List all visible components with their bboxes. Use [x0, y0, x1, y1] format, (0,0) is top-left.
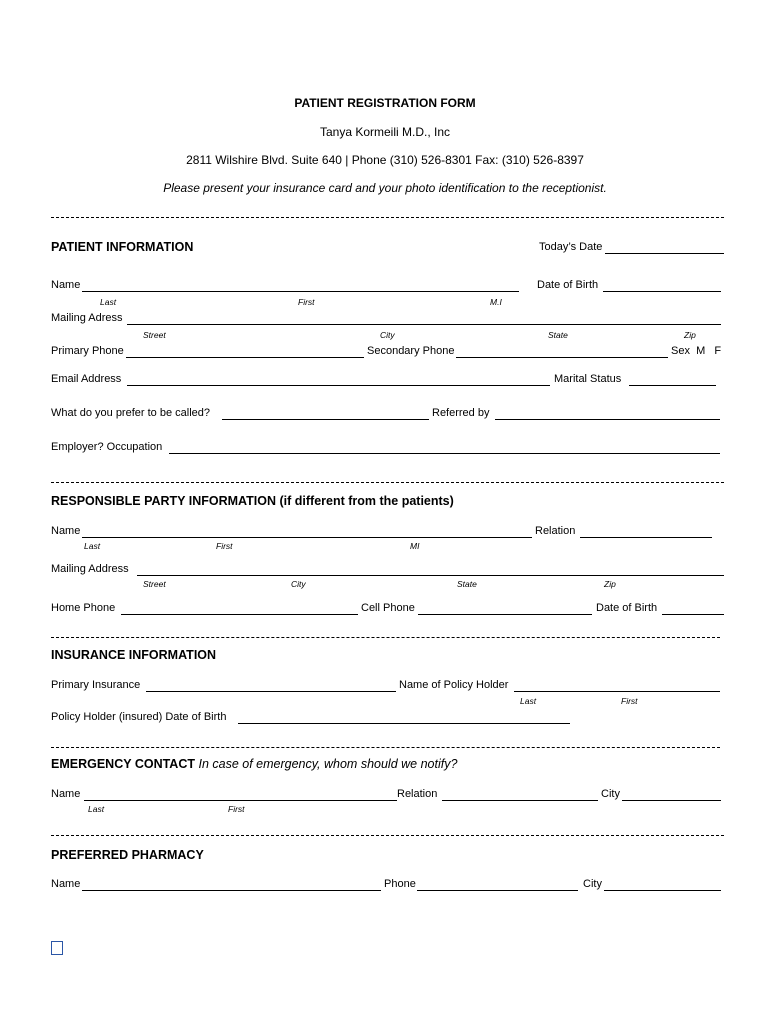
form-title: PATIENT REGISTRATION FORM — [294, 96, 476, 110]
holder-dob-field[interactable] — [238, 723, 570, 724]
sub-first: First — [298, 297, 315, 307]
pharmacy-name-field[interactable] — [82, 890, 381, 891]
primary-phone-field[interactable] — [126, 357, 364, 358]
employer-label: Employer? Occupation — [51, 441, 163, 453]
sub-street: Street — [143, 330, 166, 340]
email-label: Email Address — [51, 373, 122, 385]
policy-holder-label: Name of Policy Holder — [399, 679, 509, 691]
marital-status-field[interactable] — [629, 385, 716, 386]
rp-cell-phone-label: Cell Phone — [361, 602, 415, 614]
sub-mi: M.I — [490, 297, 502, 307]
sex-label[interactable]: Sex M F — [671, 345, 722, 357]
sub-street: Street — [143, 579, 166, 589]
insurance-heading: INSURANCE INFORMATION — [51, 648, 217, 662]
sub-first: First — [228, 804, 245, 814]
pharmacy-phone-label: Phone — [384, 878, 416, 890]
sub-mi: MI — [410, 541, 420, 551]
todays-date-label: Today’s Date — [539, 241, 603, 253]
sub-zip: Zip — [684, 330, 696, 340]
divider — [51, 637, 720, 638]
employer-field[interactable] — [169, 453, 720, 454]
pharmacy-city-label: City — [583, 878, 602, 890]
rp-name-label: Name — [51, 525, 81, 537]
rp-name-field[interactable] — [82, 537, 532, 538]
ec-city-label: City — [601, 788, 620, 800]
emergency-heading-note: In case of emergency, whom should we notify? — [195, 757, 458, 771]
sub-city: City — [380, 330, 395, 340]
marital-status-label: Marital Status — [554, 373, 622, 385]
sub-zip: Zip — [604, 579, 616, 589]
patient-name-label: Name — [51, 279, 81, 291]
sub-state: State — [548, 330, 568, 340]
checkbox-icon[interactable] — [51, 941, 63, 955]
pharmacy-city-field[interactable] — [604, 890, 721, 891]
rp-mailing-label: Mailing Address — [51, 563, 129, 575]
divider — [51, 747, 720, 748]
referred-by-label: Referred by — [432, 407, 490, 419]
sub-last: Last — [88, 804, 105, 814]
ec-name-field[interactable] — [84, 800, 397, 801]
patient-info-heading: PATIENT INFORMATION — [51, 240, 194, 254]
patient-mailing-field[interactable] — [127, 324, 721, 325]
rp-relation-label: Relation — [535, 525, 576, 537]
patient-dob-field[interactable] — [603, 291, 721, 292]
ec-relation-field[interactable] — [442, 800, 598, 801]
instruction-text: Please present your insurance card and your photo identification to the receptionist. — [163, 181, 607, 195]
preferred-name-label: What do you prefer to be called? — [51, 407, 210, 419]
sub-last: Last — [520, 696, 537, 706]
rp-cell-phone-field[interactable] — [418, 614, 592, 615]
sub-last: Last — [84, 541, 101, 551]
sub-state: State — [457, 579, 477, 589]
referred-by-field[interactable] — [495, 419, 720, 420]
sub-first: First — [621, 696, 638, 706]
pharmacy-name-label: Name — [51, 878, 81, 890]
patient-dob-label: Date of Birth — [537, 279, 599, 291]
secondary-phone-field[interactable] — [456, 357, 668, 358]
patient-mailing-label: Mailing Adress — [51, 312, 123, 324]
pharmacy-heading: PREFERRED PHARMACY — [51, 848, 204, 862]
divider — [51, 835, 724, 836]
primary-phone-label: Primary Phone — [51, 345, 124, 357]
secondary-phone-label: Secondary Phone — [367, 345, 455, 357]
policy-holder-field[interactable] — [514, 691, 720, 692]
divider — [51, 217, 724, 218]
pharmacy-phone-field[interactable] — [417, 890, 578, 891]
holder-dob-label: Policy Holder (insured) Date of Birth — [51, 711, 227, 723]
ec-relation-label: Relation — [397, 788, 438, 800]
rp-home-phone-field[interactable] — [121, 614, 358, 615]
primary-insurance-field[interactable] — [146, 691, 396, 692]
preferred-name-field[interactable] — [222, 419, 429, 420]
divider — [51, 482, 724, 483]
todays-date-field[interactable] — [605, 253, 724, 254]
primary-insurance-label: Primary Insurance — [51, 679, 141, 691]
practice-name: Tanya Kormeili M.D., Inc — [319, 125, 451, 139]
rp-dob-field[interactable] — [662, 614, 724, 615]
rp-home-phone-label: Home Phone — [51, 602, 116, 614]
sub-city: City — [291, 579, 306, 589]
sub-last: Last — [100, 297, 117, 307]
responsible-party-heading: RESPONSIBLE PARTY INFORMATION (if different from the patients) — [51, 494, 454, 508]
emergency-heading — [51, 757, 457, 771]
ec-city-field[interactable] — [622, 800, 721, 801]
practice-contact: 2811 Wilshire Blvd. Suite 640 | Phone (310) 526-8301 Fax: (310) 526-8397 — [186, 153, 584, 167]
rp-mailing-field[interactable] — [137, 575, 724, 576]
rp-dob-label: Date of Birth — [596, 602, 658, 614]
rp-relation-field[interactable] — [580, 537, 712, 538]
email-field[interactable] — [127, 385, 550, 386]
patient-name-field[interactable] — [82, 291, 519, 292]
sub-first: First — [216, 541, 233, 551]
emergency-heading-bold: EMERGENCY CONTACT — [51, 757, 195, 771]
ec-name-label: Name — [51, 788, 81, 800]
